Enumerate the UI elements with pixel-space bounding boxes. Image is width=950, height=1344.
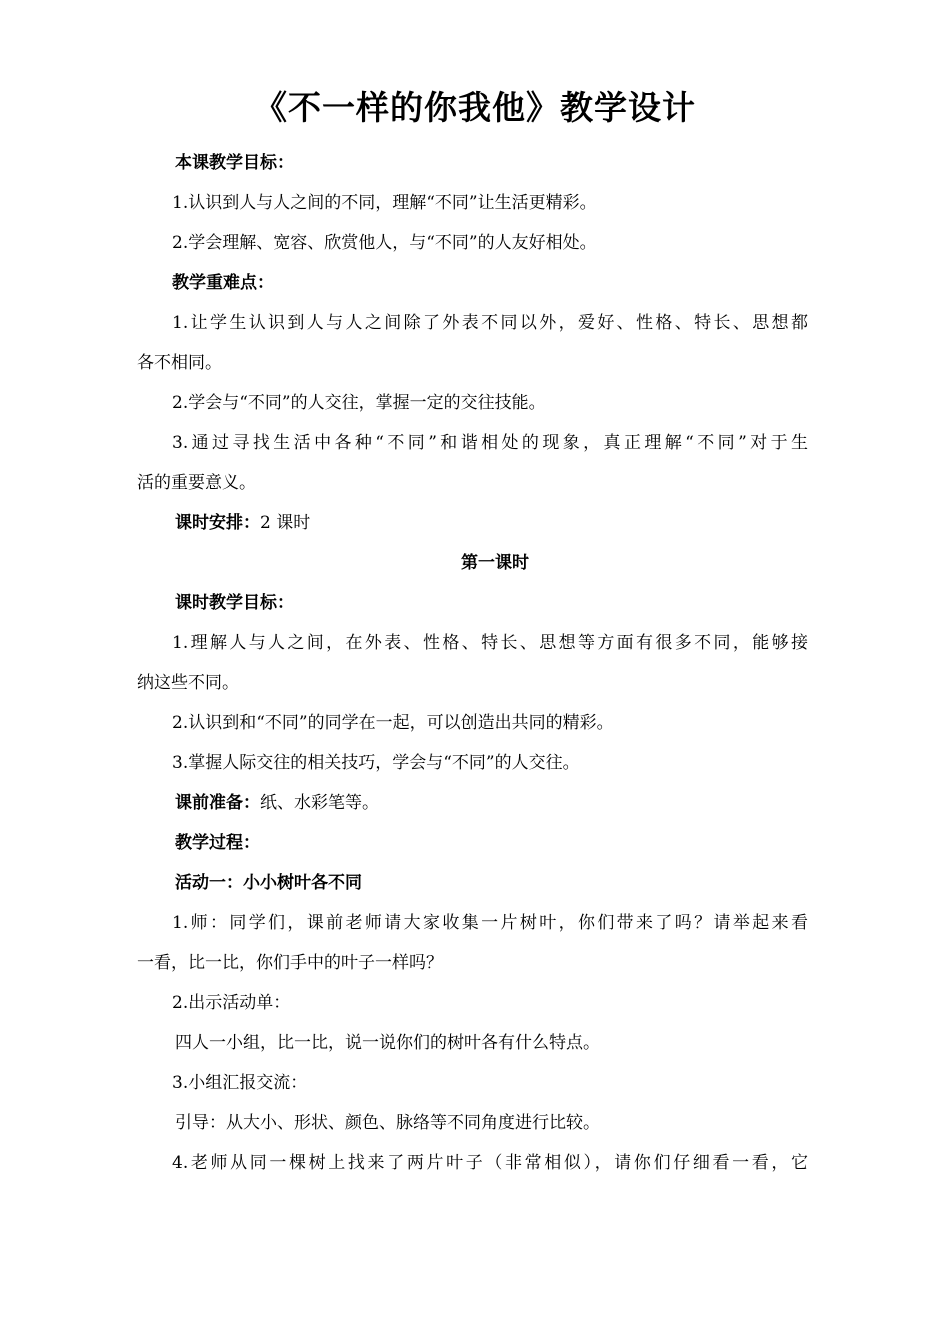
activity-1-step-2: 2.出示活动单： bbox=[172, 993, 291, 1013]
key-points-heading: 教学重难点： bbox=[172, 273, 274, 293]
lesson-goals-heading: 课时教学目标： bbox=[175, 593, 294, 613]
schedule-line bbox=[0, 503, 950, 543]
schedule-value: 2 课时 bbox=[260, 513, 311, 533]
key-point-1-line-2: 各不相同。 bbox=[137, 353, 222, 373]
lesson-goal-1-line-2: 纳这些不同。 bbox=[137, 673, 239, 693]
prep-value: 纸、水彩笔等。 bbox=[260, 793, 379, 813]
key-point-2: 2.学会与“不同”的人交往，掌握一定的交往技能。 bbox=[172, 393, 546, 413]
key-point-1-line-1: 1.让学生认识到人与人之间除了外表不同以外，爱好、性格、特长、思想都 bbox=[172, 313, 808, 333]
lesson-goal-2: 2.认识到和“不同”的同学在一起，可以创造出共同的精彩。 bbox=[172, 713, 614, 733]
lesson-1-heading: 第一课时 bbox=[461, 553, 529, 573]
goals-heading: 本课教学目标： bbox=[175, 153, 294, 173]
document-title: 《不一样的你我他》教学设计 bbox=[254, 88, 696, 127]
prep-label: 课前准备： bbox=[175, 793, 260, 813]
activity-1-step-2-detail: 四人一小组，比一比，说一说你们的树叶各有什么特点。 bbox=[175, 1033, 600, 1053]
activity-1-step-3: 3.小组汇报交流： bbox=[172, 1073, 308, 1093]
key-point-3-line-1: 3.通过寻找生活中各种“不同”和谐相处的现象，真正理解“不同”对于生 bbox=[172, 433, 808, 453]
goal-item-2: 2.学会理解、宽容、欣赏他人，与“不同”的人友好相处。 bbox=[172, 233, 597, 253]
process-heading: 教学过程： bbox=[175, 833, 260, 853]
prep-line bbox=[0, 783, 950, 823]
goal-item-1: 1.认识到人与人之间的不同，理解“不同”让生活更精彩。 bbox=[172, 193, 597, 213]
activity-1-step-1-line-1: 1.师：同学们，课前老师请大家收集一片树叶，你们带来了吗？请举起来看 bbox=[172, 913, 808, 933]
activity-1-heading: 活动一：小小树叶各不同 bbox=[175, 873, 362, 893]
activity-1-step-3-detail: 引导：从大小、形状、颜色、脉络等不同角度进行比较。 bbox=[175, 1113, 600, 1133]
activity-1-step-1-line-2: 一看，比一比，你们手中的叶子一样吗？ bbox=[137, 953, 443, 973]
key-point-3-line-2: 活的重要意义。 bbox=[137, 473, 256, 493]
schedule-label: 课时安排： bbox=[175, 513, 260, 533]
lesson-goal-3: 3.掌握人际交往的相关技巧，学会与“不同”的人交往。 bbox=[172, 753, 580, 773]
activity-1-step-4-line-1: 4.老师从同一棵树上找来了两片叶子（非常相似），请你们仔细看一看，它 bbox=[172, 1153, 808, 1173]
lesson-goal-1-line-1: 1.理解人与人之间，在外表、性格、特长、思想等方面有很多不同，能够接 bbox=[172, 633, 808, 653]
